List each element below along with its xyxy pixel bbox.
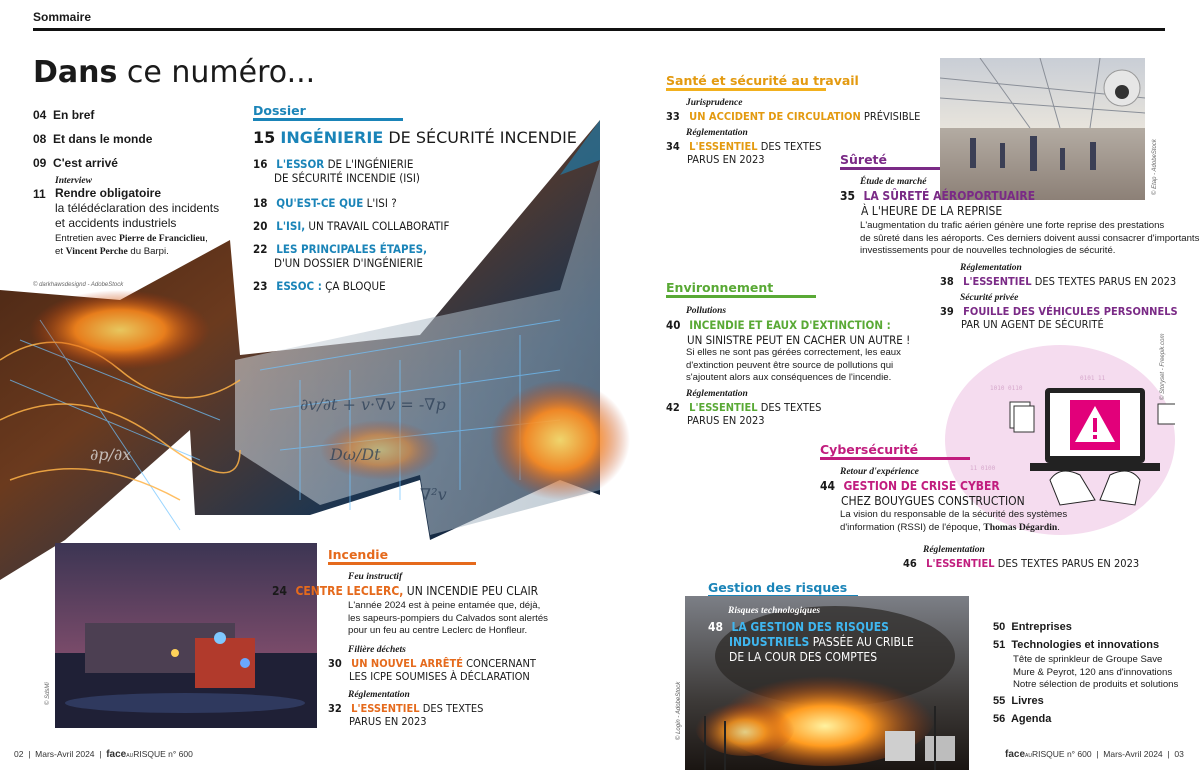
- surete-item-38[interactable]: 38 L'ESSENTIEL DES TEXTES PARUS EN 2023: [940, 275, 1177, 288]
- svg-text:0101 11: 0101 11: [1080, 375, 1106, 382]
- svg-text:11 0100: 11 0100: [970, 465, 996, 472]
- kicker: Filière déchets: [348, 645, 406, 655]
- cyber-heading: Cybersécurité: [820, 442, 919, 457]
- leclerc-fire-photo: [55, 543, 317, 728]
- photo-credit: © Storyset - Freepik.com: [1160, 333, 1166, 400]
- toc-item-09[interactable]: 09 C'est arrivé: [33, 156, 118, 170]
- toc-item-51[interactable]: 51 Technologies et innovations: [993, 639, 1160, 651]
- risques-item-48[interactable]: 48 LA GESTION DES RISQUES INDUSTRIELS PASSÉE AU CRIBLE DE LA COUR DES COMPTES: [708, 620, 914, 664]
- kicker: Jurisprudence: [686, 98, 743, 108]
- environnement-heading: Environnement: [666, 280, 774, 295]
- toc-item-11[interactable]: Rendre obligatoire la télédéclaration des incidents et accidents industriels Entretien avec Pierre de Franciclieu, et Vincent Perche du Barpi.: [55, 186, 220, 257]
- page-title: Dans ce numéro...: [33, 55, 316, 90]
- sante-item-33[interactable]: 33 UN ACCIDENT DE CIRCULATION PRÉVISIBLE: [666, 110, 921, 123]
- incendie-item-24-desc: L'année 2024 est à peine entamée que, déjà, les sapeurs-pompiers du Calvados sont alertés pour un feu au centre Leclerc de Honfleur.: [348, 600, 548, 636]
- sante-rule: [666, 88, 826, 91]
- fire-engineering-collage: [0, 120, 640, 600]
- kicker: Sécurité privée: [960, 293, 1019, 303]
- kicker: Réglementation: [960, 263, 1022, 273]
- incendie-rule: [328, 562, 476, 565]
- kicker: Réglementation: [348, 690, 410, 700]
- kicker: Étude de marché: [860, 177, 927, 187]
- environnement-rule: [666, 295, 816, 298]
- cyber-item-44-desc: La vision du responsable de la sécurité des systèmes d'information (RSSI) de l'époque, Thomas Dégardin.: [840, 509, 1068, 533]
- svg-text:∂p/∂x: ∂p/∂x: [90, 445, 132, 464]
- cyber-rule: [820, 457, 970, 460]
- footer-left: 02 | Mars-Avril 2024 | faceAURISQUE n° 600: [14, 749, 193, 760]
- surete-rule: [840, 167, 940, 170]
- dossier-item-22[interactable]: 22 LES PRINCIPALES ÉTAPES, D'UN DOSSIER D'INGÉNIERIE: [253, 242, 428, 270]
- dossier-item-16[interactable]: 16 L'ESSOR DE L'INGÉNIERIE DE SÉCURITÉ INCENDIE (ISI): [253, 157, 420, 185]
- toc-item-50[interactable]: 50 Entreprises: [993, 621, 1072, 633]
- dossier-main[interactable]: 15 INGÉNIERIE DE SÉCURITÉ INCENDIE: [253, 128, 577, 147]
- toc-item-11-num[interactable]: 11: [33, 187, 46, 201]
- photo-credit: © Etap - AdobeStock: [1152, 139, 1158, 195]
- header-rule: [33, 28, 1165, 31]
- environnement-item-42[interactable]: 42 L'ESSENTIEL DES TEXTES PARUS EN 2023: [666, 401, 822, 427]
- incendie-heading: Incendie: [328, 547, 389, 562]
- photo-credit: © SdsMi: [45, 682, 51, 705]
- dossier-rule: [253, 118, 403, 121]
- toc-item-04[interactable]: 04 En bref: [33, 108, 95, 122]
- kicker: Réglementation: [686, 389, 748, 399]
- incendie-item-30[interactable]: 30 UN NOUVEL ARRÊTÉ CONCERNANT LES ICPE SOUMISES À DÉCLARATION: [328, 657, 536, 683]
- incendie-item-32[interactable]: 32 L'ESSENTIEL DES TEXTES PARUS EN 2023: [328, 702, 484, 728]
- surete-item-35-desc: L'augmentation du trafic aérien génère une forte reprise des prestations de sûreté dans les aéroports. Ces derniers doivent aussi consacrer d'importants investissements pour de nouvelles technologies de sécurité.: [860, 220, 1200, 256]
- svg-text:1010 0110: 1010 0110: [990, 385, 1023, 392]
- svg-text:∂v/∂t + v·∇v = -∇p: ∂v/∂t + v·∇v = -∇p: [300, 395, 446, 414]
- incendie-item-24[interactable]: 24 CENTRE LECLERC, UN INCENDIE PEU CLAIR: [272, 584, 539, 598]
- surete-item-35[interactable]: 35 LA SÛRETÉ AÉROPORTUAIRE À L'HEURE DE LA REPRISE: [840, 189, 1036, 218]
- cyber-item-44[interactable]: 44 GESTION DE CRISE CYBER CHEZ BOUYGUES CONSTRUCTION: [820, 479, 1025, 508]
- sante-item-34[interactable]: 34 L'ESSENTIEL DES TEXTES PARUS EN 2023: [666, 140, 822, 166]
- kicker: Interview: [55, 176, 92, 186]
- photo-credit: © darkhawsdesignd - AdobeStock: [33, 282, 124, 288]
- surete-heading: Sûreté: [840, 152, 887, 167]
- footer-right: faceAURISQUE n° 600 | Mars-Avril 2024 | 03: [1005, 749, 1184, 760]
- kicker: Feu instructif: [348, 572, 403, 582]
- dossier-item-20[interactable]: 20 L'ISI, UN TRAVAIL COLLABORATIF: [253, 219, 450, 233]
- toc-item-55[interactable]: 55 Livres: [993, 695, 1044, 707]
- svg-text:Dω/Dt: Dω/Dt: [330, 445, 381, 464]
- airport-photo: [940, 58, 1145, 200]
- kicker: Retour d'expérience: [840, 467, 919, 477]
- cyber-item-46[interactable]: 46 L'ESSENTIEL DES TEXTES PARUS EN 2023: [903, 557, 1140, 570]
- svg-text:∇²v: ∇²v: [420, 485, 447, 504]
- risques-heading: Gestion des risques: [708, 580, 848, 595]
- kicker: Risques technologiques: [728, 606, 821, 616]
- environnement-item-40[interactable]: 40 INCENDIE ET EAUX D'EXTINCTION : UN SINISTRE PEUT EN CACHER UN AUTRE !: [666, 318, 911, 347]
- surete-item-39[interactable]: 39 FOUILLE DES VÉHICULES PERSONNELS PAR UN AGENT DE SÉCURITÉ: [940, 305, 1178, 331]
- dossier-item-23[interactable]: 23 ESSOC : ÇA BLOQUE: [253, 279, 386, 293]
- toc-item-51-desc: Tête de sprinkleur de Groupe Save Mure & Peyrot, 120 ans d'innovations Notre sélection de produits et solutions: [1013, 654, 1179, 690]
- dossier-heading: Dossier: [253, 103, 306, 118]
- photo-credit: © Login - AdobeStock: [676, 681, 682, 740]
- kicker: Réglementation: [923, 545, 985, 555]
- section-label: Sommaire: [33, 10, 92, 24]
- kicker: Réglementation: [686, 128, 748, 138]
- kicker: Pollutions: [686, 306, 727, 316]
- toc-item-56[interactable]: 56 Agenda: [993, 713, 1052, 725]
- toc-item-08[interactable]: 08 Et dans le monde: [33, 132, 153, 146]
- environnement-item-40-desc: Si elles ne sont pas gérées correctement, les eaux d'extinction peuvent être source de pollutions qui s'ajoutent alors aux conséquences de l'incendie.: [686, 347, 901, 383]
- dossier-item-18[interactable]: 18 QU'EST-CE QUE L'ISI ?: [253, 196, 397, 210]
- sante-heading: Santé et sécurité au travail: [666, 73, 859, 88]
